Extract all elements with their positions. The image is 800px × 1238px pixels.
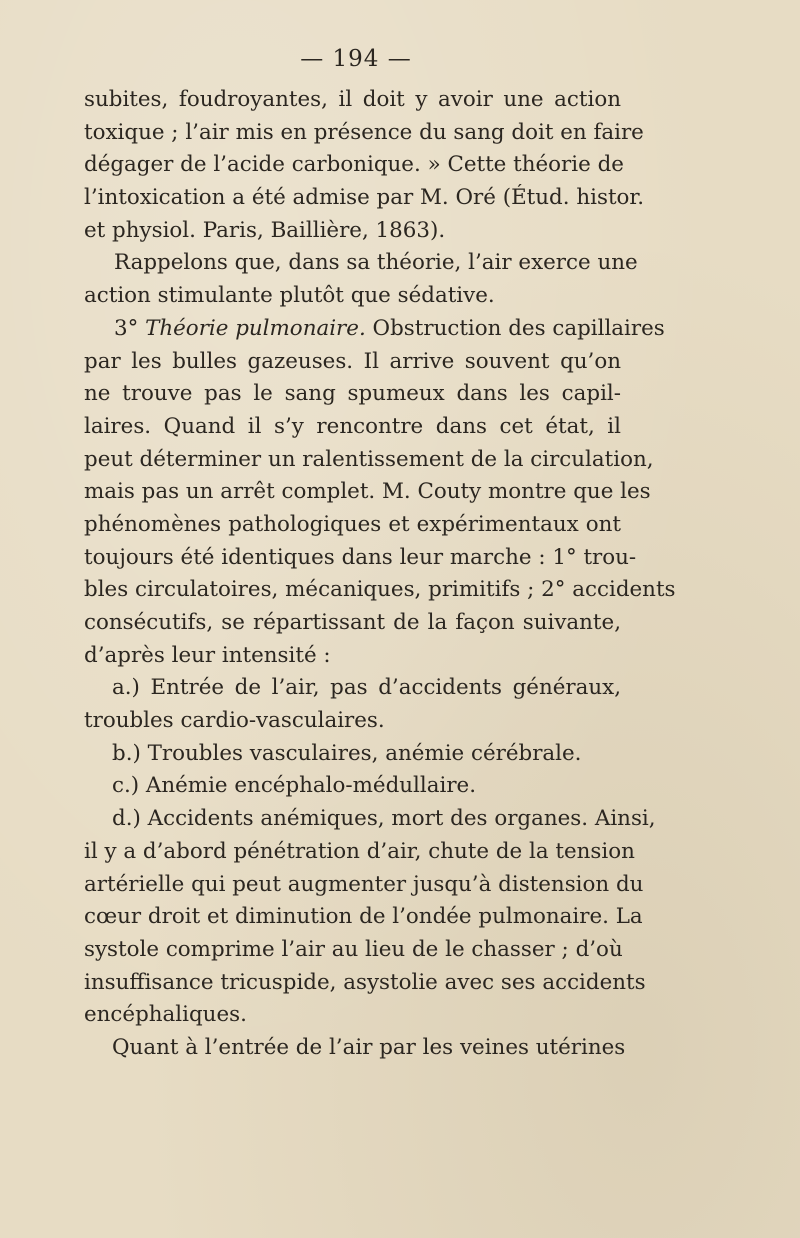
text-line: bles circulatoires, mécaniques, primitifs ; 2° accidents [84,577,676,603]
text-line: subites, foudroyantes, il doit y avoir une action [84,87,621,112]
list-item-a: a.) Entrée de l’air, pas d’accidents généraux, [112,675,621,701]
text-line: Rappelons que, dans sa théorie, l’air exerce une [114,250,638,276]
text-line: l’intoxication a été admise par M. Oré (Étud. histor. [84,185,645,211]
list-item-d: d.) Accidents anémiques, mort des organes. Ainsi, [112,806,656,832]
section-text: Obstruction des capillaires [365,315,665,341]
text-line-heading [84,313,665,346]
page-number: — 194 — [300,46,412,72]
text-line: Quant à l’entrée de l’air par les veines utérines [112,1034,626,1060]
text-line: par les bulles gazeuses. Il arrive souvent qu’on [84,348,621,374]
list-item-b: b.) Troubles vasculaires, anémie cérébrale. [112,740,582,766]
text-line: action stimulante plutôt que sédative. [84,283,495,309]
text-line: ne trouve pas le sang spumeux dans les capil- [84,381,621,407]
text-line: cœur droit et diminution de l’ondée pulmonaire. La [84,904,643,930]
text-line: et physiol. Paris, Baillière, 1863). [84,217,446,243]
text-line: troubles cardio-vasculaires. [84,708,385,734]
text-line: insuffisance tricuspide, asystolie avec ses accidents [84,969,646,995]
text-line: laires. Quand il s’y rencontre dans cet état, il [84,413,621,439]
text-line: artérielle qui peut augmenter jusqu’à distension du [84,871,644,897]
section-title: Théorie pulmonaire. [145,315,366,341]
text-line: il y a d’abord pénétration d’air, chute de la tension [84,838,635,864]
text-line: mais pas un arrêt complet. M. Couty montre que les [84,479,651,505]
text-line: phénomènes pathologiques et expérimentaux ont [84,511,621,537]
text-line: encéphaliques. [84,1002,247,1028]
section-number: 3° [114,315,146,341]
text-line: toujours été identiques dans leur marche : 1° trou- [84,544,637,570]
text-line: peut déterminer un ralentissement de la circulation, [84,446,654,472]
list-item-c: c.) Anémie encéphalo-médullaire. [112,773,477,799]
text-line: d’après leur intensité : [84,642,331,668]
text-line: dégager de l’acide carbonique. » Cette théorie de [84,152,624,178]
text-line: toxique ; l’air mis en présence du sang doit en faire [84,119,644,145]
text-line: consécutifs, se répartissant de la façon suivante, [84,610,621,635]
body-text [84,84,676,1065]
text-line: systole comprime l’air au lieu de le chasser ; d’où [84,936,623,962]
